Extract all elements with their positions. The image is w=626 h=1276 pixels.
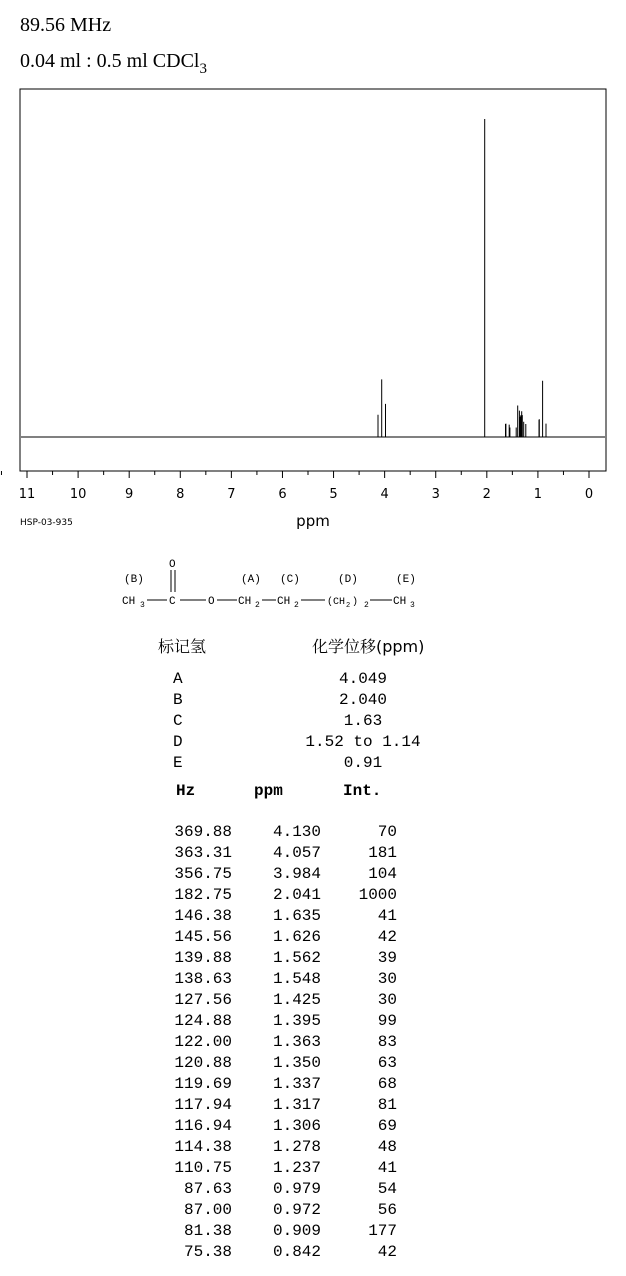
peak-int: 54 — [377, 1180, 397, 1198]
peak-hz: 120.88 — [174, 1054, 232, 1072]
peak-int: 63 — [377, 1054, 397, 1072]
peak-hz: 75.38 — [183, 1243, 232, 1261]
atom-ch2-d-close: ) — [352, 597, 359, 608]
peak-ppm: 2.041 — [272, 886, 321, 904]
peak-ppm: 1.278 — [272, 1138, 321, 1156]
peak-int: 41 — [377, 1159, 397, 1177]
peak-hz: 110.75 — [174, 1159, 232, 1177]
x-tick-label: 8 — [176, 487, 185, 502]
spectrometer-frequency: 89.56 MHz — [20, 14, 112, 36]
peak-ppm: 1.337 — [272, 1075, 321, 1093]
x-tick-label: 6 — [278, 487, 287, 502]
peak-hz: 145.56 — [174, 928, 232, 946]
peak-hz: 363.31 — [174, 844, 232, 862]
peak-hz: 81.38 — [183, 1222, 232, 1240]
x-tick-label: 0 — [584, 487, 594, 502]
peak-ppm: 0.842 — [272, 1243, 321, 1261]
assignment-shift: 1.52 to 1.14 — [305, 733, 421, 751]
solvent-text: 0.04 ml : 0.5 ml CDCl — [20, 50, 200, 72]
peak-hz: 116.94 — [174, 1117, 232, 1135]
atom-ch-b-sub: 3 — [140, 601, 145, 610]
x-tick-label: 7 — [227, 487, 236, 502]
peak-ppm: 1.626 — [272, 928, 321, 946]
peak-ppm: 1.395 — [272, 1012, 321, 1030]
x-tick-label: 9 — [125, 487, 134, 502]
peak-int: 30 — [377, 991, 397, 1009]
x-tick-label: 4 — [380, 487, 389, 502]
atom-carbonyl-c: C — [169, 596, 176, 608]
peak-int: 69 — [377, 1117, 397, 1135]
solvent-subscript: 3 — [199, 61, 207, 77]
sample-code: HSP-03-935 — [20, 518, 73, 528]
header-int: Int. — [343, 782, 382, 800]
peak-ppm: 1.350 — [272, 1054, 321, 1072]
peak-hz: 356.75 — [174, 865, 232, 883]
peak-hz: 182.75 — [174, 886, 232, 904]
peak-int: 104 — [368, 865, 397, 883]
peak-int: 1000 — [358, 886, 397, 904]
peak-ppm: 4.130 — [272, 823, 321, 841]
x-tick-label: 2 — [482, 487, 491, 502]
peak-ppm: 0.972 — [272, 1201, 321, 1219]
peak-hz: 127.56 — [174, 991, 232, 1009]
assignment-label: A — [173, 670, 183, 688]
peak-int: 39 — [377, 949, 397, 967]
peak-int: 42 — [377, 928, 397, 946]
peak-hz: 117.94 — [174, 1096, 232, 1114]
peak-ppm: 1.548 — [272, 970, 321, 988]
peak-hz: 87.63 — [183, 1180, 232, 1198]
label-c: (C) — [280, 574, 300, 586]
label-e: (E) — [396, 574, 416, 586]
peak-int: 81 — [377, 1096, 397, 1114]
peak-hz: 87.00 — [183, 1201, 232, 1219]
peak-ppm: 1.306 — [272, 1117, 321, 1135]
atom-ch3-e-sub: 3 — [410, 601, 415, 610]
atom-ch2-c-sub: 2 — [294, 601, 299, 610]
peak-int: 41 — [377, 907, 397, 925]
x-tick-label: 5 — [329, 487, 338, 502]
peak-ppm: 1.317 — [272, 1096, 321, 1114]
atom-ch-b: CH — [122, 596, 136, 608]
molecular-structure — [0, 0, 626, 620]
peak-ppm: 4.057 — [272, 844, 321, 862]
atom-ester-o: O — [208, 596, 215, 608]
label-a: (A) — [241, 574, 261, 586]
peak-int: 68 — [377, 1075, 397, 1093]
atom-ch2-d: (CH — [327, 597, 346, 608]
atom-ch2-c: CH — [277, 596, 291, 608]
peak-int: 83 — [377, 1033, 397, 1051]
assignment-shift: 4.049 — [338, 670, 387, 688]
atom-carbonyl-o: O — [169, 559, 176, 571]
atom-ch3-e: CH — [393, 596, 407, 608]
assignment-label: C — [173, 712, 183, 730]
peak-ppm: 1.562 — [272, 949, 321, 967]
assignment-label: E — [173, 754, 183, 772]
header-label: 标记氢 — [158, 637, 207, 656]
header-hz: Hz — [176, 782, 196, 800]
peak-int: 70 — [377, 823, 397, 841]
peak-hz: 369.88 — [174, 823, 232, 841]
x-tick-label: 3 — [431, 487, 440, 502]
atom-ch2-d-repeat: 2 — [364, 601, 369, 610]
label-d: (D) — [338, 574, 358, 586]
label-b: (B) — [124, 574, 144, 586]
peak-ppm: 0.979 — [272, 1180, 321, 1198]
header-ppm: ppm — [254, 782, 283, 800]
x-axis-label: ppm — [296, 512, 330, 530]
peak-int: 181 — [368, 844, 397, 862]
peak-hz: 119.69 — [174, 1075, 232, 1093]
peak-hz: 114.38 — [174, 1138, 232, 1156]
peak-int: 56 — [377, 1201, 397, 1219]
atom-ch2-a: CH — [238, 596, 252, 608]
x-tick-label: 11 — [18, 487, 36, 502]
peak-hz: 138.63 — [174, 970, 232, 988]
peak-hz: 139.88 — [174, 949, 232, 967]
assignment-shift: 2.040 — [338, 691, 387, 709]
peak-ppm: 1.363 — [272, 1033, 321, 1051]
assignment-shift: 1.63 — [343, 712, 383, 730]
atom-ch2-a-sub: 2 — [255, 601, 260, 610]
assignment-shift: 0.91 — [343, 754, 383, 772]
peak-ppm: 0.909 — [272, 1222, 321, 1240]
peak-ppm: 1.635 — [272, 907, 321, 925]
peak-ppm: 3.984 — [272, 865, 321, 883]
x-tick-label: 10 — [69, 487, 87, 502]
header-shift: 化学位移(ppm) — [312, 637, 425, 656]
peak-int: 177 — [368, 1222, 397, 1240]
peak-int: 48 — [377, 1138, 397, 1156]
peak-hz: 122.00 — [174, 1033, 232, 1051]
x-tick-label: 1 — [533, 487, 543, 502]
peak-int: 42 — [377, 1243, 397, 1261]
assignment-label: D — [173, 733, 183, 751]
peak-ppm: 1.237 — [272, 1159, 321, 1177]
peak-int: 30 — [377, 970, 397, 988]
atom-ch2-d-sub: 2 — [346, 602, 351, 610]
assignment-label: B — [173, 691, 183, 709]
peak-int: 99 — [377, 1012, 397, 1030]
peak-hz: 124.88 — [174, 1012, 232, 1030]
peak-ppm: 1.425 — [272, 991, 321, 1009]
peak-hz: 146.38 — [174, 907, 232, 925]
